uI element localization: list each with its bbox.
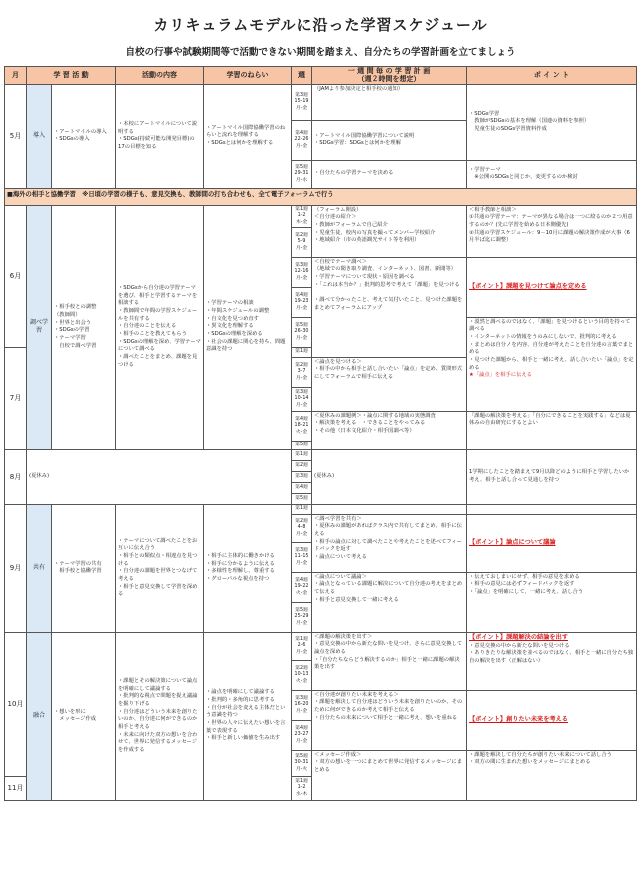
week-cell: 第4週 [292,482,312,493]
point-cell [467,257,637,317]
header-content: 活動の内容 [116,67,204,85]
week-cell: 第1週 2-6 月-金 [292,632,312,660]
month-november: 11月 [5,776,27,800]
week-cell: 第3週 15-19 月-金 [292,84,312,120]
content-october: ・課題とその解決策について論点を明確にして議論する ・批判的な視点で問題を捉え議論を掘り下げる ・自分達はどういう未来を創りたいのか、自分達に何ができるのか相手と考える ・未来に向けた双方の想いを合わせて、世界に発信するメッセージを作成する [116,632,204,800]
week-cell: 第2週 10-13 火-金 [292,660,312,690]
header-activity: 学 習 活 動 [27,67,116,85]
activity-june: ・相手校との調整 （教師間） ・世界と出会う ・SDGsの学習 ・テーマ学習 自校で調べ学習 [52,205,116,449]
week-cell: 第3週 10-14 月-金 [292,387,312,411]
header-week: 週 [292,67,312,85]
table-row [5,84,637,120]
stage-october: 融合 [27,632,52,800]
table-row [5,504,637,514]
plan-cell: ＜自校でテーマ調べ＞ （地域での聞き取り調査、インターネット、図書、新聞等） ・学習テーマについて現状・原因を調べる ・「これは本当か？」批判的思考で考えて「課題」を見つける ・調べて分かったこと、考えて気付いたこと、見つけた課題をまとめてフォーラムにアップ [312,257,467,357]
week-cell: 第3週 11-15 月-金 [292,542,312,572]
plan-cell: ＜論点を見つける＞ ・相手の中から相手と話し合いたい「論点」を定め、質問形式にしてフォーラムで相手に伝える [312,357,467,411]
month-september: 9月 [5,504,27,632]
content-may: ・本校にアートマイルについて説明する ・SDGs(持続可能な開発目標)の17の目標を知る [116,84,204,188]
aim-october: ・論点を明確にして議論する ・批判的・多角的に思考する ・自分が社会を変える主体だという意識を持つ ・世界の人々に伝えたい想いを言葉で表現する ・相手と新しい価値を生み出す [204,632,292,800]
point-highlight: 【ポイント】論点について議論 [469,538,556,546]
page-title: カリキュラムモデルに沿った学習スケジュール [153,16,488,34]
plan-cell: ＜論点について議論＞ ・論点となっている課題に解決について自分達の考えをまとめて伝える ・相手と意見交換して一緒に考える [312,572,467,632]
point-text: ・漠然と調べるのではなく、「課題」を見つけるという目的を持って調べる ・インターネットの情報をうのみにしないで、批判的に考える ・まとめは自分ノを内容、自分達が考えたことを自分達の言葉でまとめる ・見つけた課題から、相手と一緒に考え、話し合いたい「論点」を定める [469,318,634,371]
plan-august: (夏休み) [312,449,467,504]
stage-may: 導入 [27,84,52,188]
page-subtitle: 自校の行事や試験期間等で活動できない期間を踏まえ、自分たちの学習計画を立てましょう [125,47,516,58]
week-cell: 第5週 29-31 月-水 [292,160,312,188]
plan-cell: ＜自分達が創りたい未来を考える＞ ・課題を解決して自分達はどういう未来を創りたいのか、そのために何ができるのか考えて相手と伝える ・自分たちの未来について相手と一緒に考え、想いを重ねる [312,690,467,750]
point-cell: 「課題の解決策を考える」「自分にできることを実践する」などは夏休みの自由研究にするとよい [467,411,637,449]
week-cell: 第1週 [292,347,312,357]
week-cell: 第2週 5-9 月-金 [292,227,312,257]
point-highlight: 【ポイント】創りたい未来を考える [469,715,568,723]
week-cell: 第4週 19-23 月-金 [292,287,312,317]
week-cell: 第1週 1-2 水-木 [292,776,312,800]
week-cell: 第4週 19-22 火-金 [292,572,312,602]
header-month: 月 [5,67,27,85]
point-cell [467,514,637,572]
plan-cell: ＜調べ学習を共有＞ ・夏休みの課題があればクラス内で共有してまとめ、相手に伝える ・相手の論点に対して調べたことや考えたことを述べてフィードバックを返す ・論点について考える [312,514,467,572]
point-cell: ・SDGs学習 教師がSDGsの基本を理解（国連の資料を参照） 児童生徒のSDGs学習資料作成 [467,84,637,160]
plan-cell: ＜課題の解決策を出す＞ ・意見交換の中から新たな問いを見つけ、さらに意見交換して論点を深める ・「自分たちならどう解決するのか」相手と一緒に課題の解決策を出す [312,632,467,690]
stage-august: (夏休み) [27,449,292,504]
week-cell: 第1週 1-2 木-金 [292,205,312,227]
collaboration-banner: ■海外の相手と協働学習 ※日頃の学習の様子も、意見交換も、教師間の打ち合わせも、全て電子フォーラムで行う [5,188,637,205]
plan-cell: ・自分たちの学習テーマを決める [312,160,467,188]
point-cell [467,504,637,514]
point-cell [467,632,637,690]
week-cell: 第4週 23-27 月-金 [292,720,312,750]
point-cell: ・課題を解決して自分たちが創りたい未来について話し合う ・双方の間に生まれた想いをメッセージにまとめる [467,750,637,800]
week-cell: 第5週 30-31 月-火 [292,750,312,776]
week-cell: 第2週 [292,460,312,471]
point-highlight: 【ポイント】課題を見つけて論点を定める [469,282,587,290]
plan-cell: ・アートマイル国際協働学習について説明 ・SDGs学習：SDGsとは何かを理解 [312,120,467,160]
header-row [5,67,637,85]
header-weekly-plan: 一 週 間 毎 の 学 習 計 画 （週２時間を想定） [312,67,467,85]
point-highlight: 【ポイント】課題解決の結論を出す [469,633,568,641]
week-cell: 第1週 [292,504,312,514]
month-may: 5月 [5,84,27,188]
week-cell: 第3週 [292,471,312,482]
week-cell: 第1週 [292,449,312,460]
week-cell: 第4週 22-26 月-金 [292,120,312,160]
plan-cell: ＜メッセージ作成＞ ・双方の想いを一つにまとめて世界に発信するメッセージにまとめる [312,750,467,800]
month-june: 6月 [5,205,27,347]
week-cell: 第5週 25-29 月-金 [292,602,312,632]
activity-may: ・アートマイルの導入 ・SDGsの導入 [52,84,116,188]
table-row [5,205,637,227]
week-cell: 第4週 18-21 火-金 [292,411,312,441]
aim-september: ・相手に主体的に働きかける ・相手に分かるように伝える ・多様性を理解し、尊重する ・グローバルな視点を持つ [204,504,292,632]
week-cell: 第3週 12-16 月-金 [292,257,312,287]
point-cell [467,690,637,750]
activity-september: ・テーマ学習の共有 相手校と協働学習 [52,504,116,632]
plan-cell: （JAMより参加決定と相手校の通知） [312,84,467,120]
aim-june: ・学習テーマの相談 ・年間スケジュールの調整 ・自文化を見つめ直す ・異文化を理解する ・SDGsの理解を深める ・社会の課題に関心を持ち、問題意識を持つ [204,205,292,449]
banner-row [5,188,637,205]
point-cell: ・学習テーマ ※公開のSDGsと同じか、変更するのか検討 [467,160,637,188]
plan-cell: （フォーラム開設） ＜自分達の紹介＞ ・教師がフォーラムで自己紹介 ・児童生徒、校内の写真を撮ってメンバー学校紹介 ・地域紹介（市の英語観光サイト等を利用） [312,205,467,257]
week-cell: 第2週 4-8 月-金 [292,514,312,542]
week-cell: 第5週 26-30 月-金 [292,317,312,347]
table-row [5,449,637,460]
point-cell [467,317,637,411]
content-june: ・SDGsから自分達の学習テーマを選び、相手と学習するテーマを相談する ・教師間で年間の学習スケジュールを共有する ・自分達のことを伝える ・相手のことを教えてもらう ・SDGsの理解を深め、学習テーマについて調べる ・調べたことをまとめ、課題を見つける [116,205,204,449]
month-august: 8月 [5,449,27,504]
point-cell: ＜相手教師と相談＞ ①共通の学習テーマ：テーマが異なる場合は一つに絞るのか２つ用意するのか？(先に学習を始める日本側優先) ②共通の学習スケジュール：9－10月に課題の解決策作成が大事（6月半ば迄に調整） [467,205,637,257]
table-row [5,632,637,660]
stage-june: 調べ学習 [27,205,52,449]
week-cell: 第2週 3-7 月-金 [292,357,312,387]
activity-october: ・想いを形に メッセージ作成 [52,632,116,800]
plan-cell [312,504,467,514]
point-star: ★「論点」を相手に伝える [469,372,533,379]
stage-september: 共有 [27,504,52,632]
point-august: 1学期にしたことを踏まえて9月以降どのように相手と学習したいか考え、相手と話し合って見通しを持つ [467,449,637,504]
week-cell: 第3週 16-20 月-金 [292,690,312,720]
month-october: 10月 [5,632,27,776]
schedule-table [4,66,637,801]
header-aim: 学習のねらい [204,67,292,85]
aim-may: ・アートマイル国際協働学習のねらいと流れを理解する ・SDGsとは何かを理解する [204,84,292,188]
content-september: ・テーマについて調べたことをお互いに伝え合う ・相手との類似点・相違点を見つける ・自分達の課題を世界とつなげて考える ・相手と意見交換して学習を深める [116,504,204,632]
header-points: ポ イ ン ト [467,67,637,85]
month-july: 7月 [5,347,27,449]
point-cell: ・伝えておしまいにせず、相手の意見を求める ・相手の意見には必ずフィードバックを返す ・「論点」を明確にして、一緒に考え、話し合う [467,572,637,632]
point-text: ・意見交換の中から新たな問いを見つける ・ありきたりな解決策を並べるのではなく、相手と一緒に自分たち独自の解決を出す（正解はない） [469,642,634,665]
week-cell: 第5週 [292,441,312,449]
plan-cell: ＜夏休みの課題例＞・論点に関する地域の実態調査 ・解決策を考える ・できることをやってみる ・その他（日本文化紹介・相手国調べ等） [312,411,467,449]
week-cell: 第5週 [292,493,312,504]
